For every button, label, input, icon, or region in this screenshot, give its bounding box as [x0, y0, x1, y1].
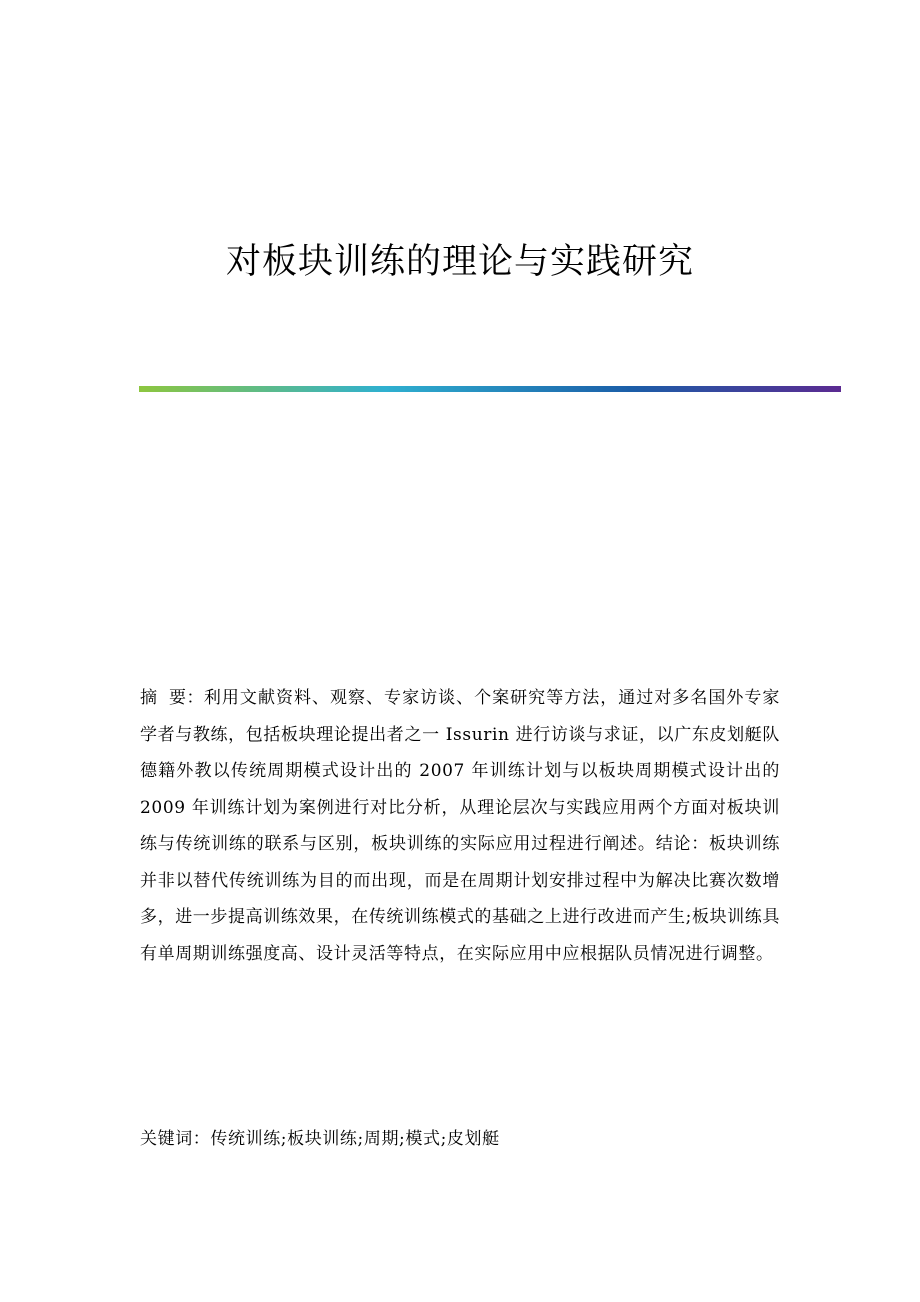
abstract-label: 摘 要： [140, 688, 204, 708]
document-title: 对板块训练的理论与实践研究 [225, 242, 694, 283]
abstract-paragraph [140, 680, 780, 972]
title-divider [139, 386, 841, 392]
keywords-line [140, 1121, 780, 1157]
keywords-text: 传统训练;板块训练;周期;模式;皮划艇 [210, 1129, 500, 1149]
abstract-text: 利用文献资料、观察、专家访谈、个案研究等方法，通过对多名国外专家学者与教练，包括板块理论提出者之一 Issurin 进行访谈与求证，以广东皮划艇队德籍外教以传统周期模式设计出的 2007 年训练计划与以板块周期模式设计出的 2009 年训练计划为案例进行对比分析，从理论层次与实践应用两个方面对板块训练与传统训练的联系与区别，板块训练的实际应用过程进行阐述。结论：板块训练并非以替代传统训练为目的而出现，而是在周期计划安排过程中为解决比赛次数增多，进一步提高训练效果，在传统训练模式的基础之上进行改进而产生;板块训练具有单周期训练强度高、设计灵活等特点，在实际应用中应根据队员情况进行调整。 [140, 688, 780, 964]
keywords-label: 关键词： [140, 1129, 211, 1149]
